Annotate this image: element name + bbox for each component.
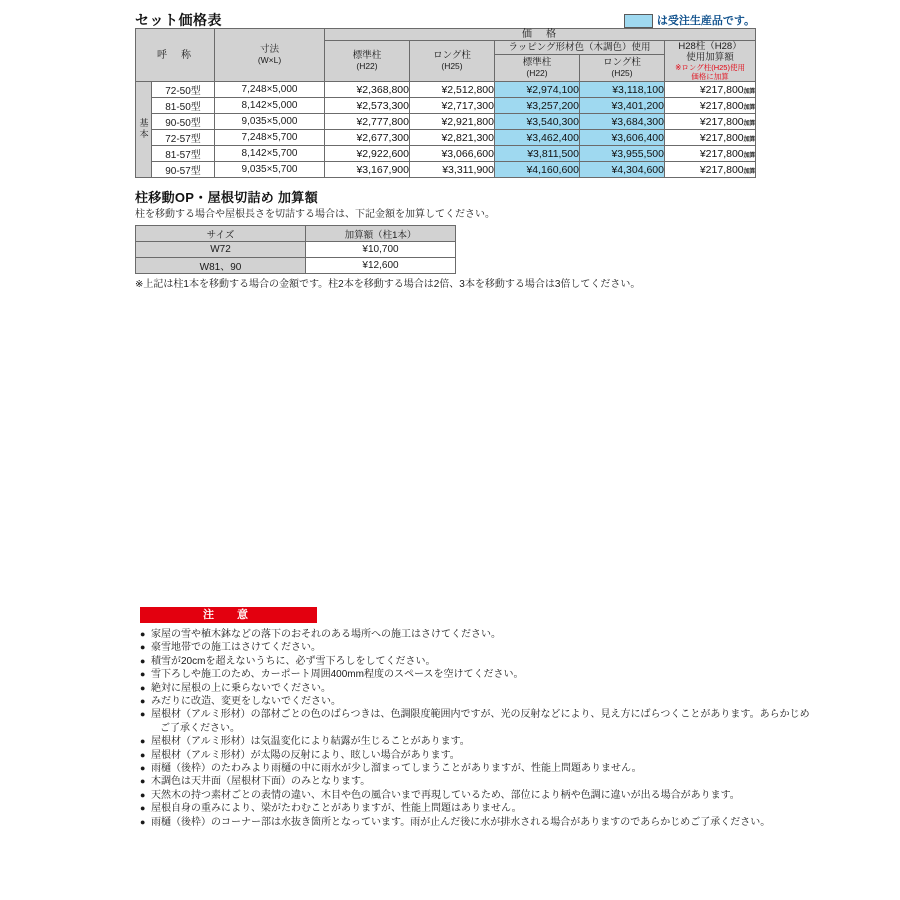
surcharge-table-body: [136, 242, 456, 274]
header-price-group: 価 格: [325, 29, 756, 41]
row-group-label: 基本: [136, 82, 152, 178]
set-price-section: [135, 8, 755, 178]
cell-h28-price: ¥217,800加算: [665, 114, 756, 130]
cell-wrap-long-price: ¥3,684,300: [580, 114, 665, 130]
cell-long-price: ¥3,311,900: [410, 162, 495, 178]
cell-wrap-long-price: ¥3,118,100: [580, 82, 665, 98]
cell-standard-price: ¥2,922,600: [325, 146, 410, 162]
cell-model: 90-57型: [152, 162, 215, 178]
cell-wrap-standard-price: ¥3,540,300: [495, 114, 580, 130]
cell-dimension: 9,035×5,000: [215, 114, 325, 130]
caution-banner: 注 意: [140, 607, 317, 623]
header-long-post: ロング柱 (H25): [410, 41, 495, 82]
header-standard-post: 標準柱 (H22): [325, 41, 410, 82]
cell-long-price: ¥2,717,300: [410, 98, 495, 114]
section1-header-row: [135, 8, 755, 28]
list-item: ● 家屋の雪や植木鉢などの落下のおそれのある場所への施工はさけてください。: [140, 628, 760, 641]
cell-wrap-long-price: ¥4,304,600: [580, 162, 665, 178]
cell-long-price: ¥2,921,800: [410, 114, 495, 130]
list-item: ● みだりに改造、変更をしないでください。: [140, 695, 760, 708]
list-item: ● 屋根材（アルミ形材）が太陽の反射により、眩しい場合があります。: [140, 749, 760, 762]
list-item: ● 豪雪地帯での施工はさけてください。: [140, 641, 760, 654]
header-amount: 加算額（柱1本）: [306, 226, 456, 242]
header-wrapping-group: ラッピング形材色（木調色）使用: [495, 41, 665, 55]
cell-standard-price: ¥2,573,300: [325, 98, 410, 114]
cell-standard-price: ¥2,368,800: [325, 82, 410, 98]
cell-size: W81、90: [136, 258, 306, 274]
header-name: 呼 称: [136, 29, 215, 82]
cell-model: 81-50型: [152, 98, 215, 114]
table-row: [136, 258, 456, 274]
cell-model: 72-57型: [152, 130, 215, 146]
header-h28-note-1: ※ロング柱(H25)使用: [675, 63, 745, 72]
cell-model: 90-50型: [152, 114, 215, 130]
header-size: サイズ: [136, 226, 306, 242]
cell-h28-price: ¥217,800加算: [665, 82, 756, 98]
header-h28-note-2: 価格に加算: [691, 72, 729, 81]
header-size: 寸法 (W×L): [215, 29, 325, 82]
set-price-table-body: [136, 82, 756, 178]
cell-wrap-standard-price: ¥4,160,600: [495, 162, 580, 178]
table-header-row-1: [136, 29, 756, 41]
page-title: セット価格表: [135, 12, 222, 28]
list-item: ● 屋根材（アルミ形材）の部材ごとの色のばらつきは、色調限度範囲内ですが、光の反射などにより、見え方にばらつくことがあります。あらかじめ: [140, 708, 760, 721]
cell-dimension: 8,142×5,000: [215, 98, 325, 114]
legend-color-swatch: [624, 14, 653, 28]
cell-long-price: ¥3,066,600: [410, 146, 495, 162]
cell-wrap-standard-price: ¥3,257,200: [495, 98, 580, 114]
list-item: ● 雪下ろしや施工のため、カーポート周囲400mm程度のスペースを空けてください。: [140, 668, 760, 681]
table-row: [136, 146, 756, 162]
caution-section: [140, 607, 810, 829]
cell-h28-price: ¥217,800加算: [665, 130, 756, 146]
cell-h28-price: ¥217,800加算: [665, 146, 756, 162]
cell-wrap-standard-price: ¥3,811,500: [495, 146, 580, 162]
cell-wrap-standard-price: ¥2,974,100: [495, 82, 580, 98]
cell-wrap-standard-price: ¥3,462,400: [495, 130, 580, 146]
list-item: ● 屋根材（アルミ形材）は気温変化により結露が生じることがあります。: [140, 735, 760, 748]
cell-model: 81-57型: [152, 146, 215, 162]
cell-long-price: ¥2,821,300: [410, 130, 495, 146]
cell-dimension: 7,248×5,700: [215, 130, 325, 146]
cell-dimension: 7,248×5,000: [215, 82, 325, 98]
header-wrap-standard-post: 標準柱 (H22): [495, 55, 580, 82]
cell-long-price: ¥2,512,800: [410, 82, 495, 98]
cell-size: W72: [136, 242, 306, 258]
table-row: [136, 82, 756, 98]
post-move-surcharge-section: [135, 190, 641, 292]
list-item: ● 絶対に屋根の上に乗らないでください。: [140, 682, 760, 695]
cell-h28-price: ¥217,800加算: [665, 98, 756, 114]
list-item: ● 雨樋（後枠）のたわみより雨樋の中に雨水が少し溜まってしまうことがありますが、性能上問題ありません。: [140, 762, 760, 775]
surcharge-header-row: [136, 226, 456, 242]
cell-wrap-long-price: ¥3,955,500: [580, 146, 665, 162]
list-item: ● 木調色は天井面（屋根材下面）のみとなります。: [140, 775, 760, 788]
table-row: [136, 242, 456, 258]
cell-dimension: 9,035×5,700: [215, 162, 325, 178]
made-to-order-legend: [624, 14, 755, 28]
caution-list: [140, 628, 810, 829]
list-item: ● 屋根自身の重みにより、梁がたわむことがありますが、性能上問題はありません。: [140, 802, 760, 815]
table-row: [136, 114, 756, 130]
cell-model: 72-50型: [152, 82, 215, 98]
list-item: ● 積雪が20cmを超えないうちに、必ず雪下ろしをしてください。: [140, 655, 760, 668]
cell-standard-price: ¥3,167,900: [325, 162, 410, 178]
list-item-continuation: ご了承ください。: [160, 722, 240, 734]
table-row: [136, 98, 756, 114]
list-item: ● 天然木の持つ素材ごとの表情の違い、木目や色の風合いまで再現しているため、部位により柄や色調に違いが出る場合があります。: [140, 789, 760, 802]
cell-h28-price: ¥217,800加算: [665, 162, 756, 178]
section2-note: 柱を移動する場合や屋根長さを切詰する場合は、下記金額を加算してください。: [135, 209, 495, 220]
header-h28-surcharge: H28柱（H28） 使用加算額 ※ロング柱(H25)使用 価格に加算: [665, 41, 756, 82]
cell-dimension: 8,142×5,700: [215, 146, 325, 162]
table-row: [136, 162, 756, 178]
legend-label: は受注生産品です。: [656, 15, 755, 27]
cell-amount: ¥12,600: [306, 258, 456, 274]
cell-standard-price: ¥2,777,800: [325, 114, 410, 130]
cell-wrap-long-price: ¥3,606,400: [580, 130, 665, 146]
cell-wrap-long-price: ¥3,401,200: [580, 98, 665, 114]
table-row: [136, 130, 756, 146]
section2-footnote: ※上記は柱1本を移動する場合の金額です。柱2本を移動する場合は2倍、3本を移動する場合は3倍してください。: [135, 279, 641, 290]
list-item: ● 雨樋（後枠）のコーナー部は水抜き箇所となっています。雨が止んだ後に水が排水される場合がありますのであらかじめご了承ください。: [140, 816, 760, 829]
surcharge-table: [135, 225, 456, 274]
cell-amount: ¥10,700: [306, 242, 456, 258]
set-price-table: [135, 28, 756, 178]
section2-title: 柱移動OP・屋根切詰め 加算額: [135, 190, 318, 205]
cell-standard-price: ¥2,677,300: [325, 130, 410, 146]
header-wrap-long-post: ロング柱 (H25): [580, 55, 665, 82]
